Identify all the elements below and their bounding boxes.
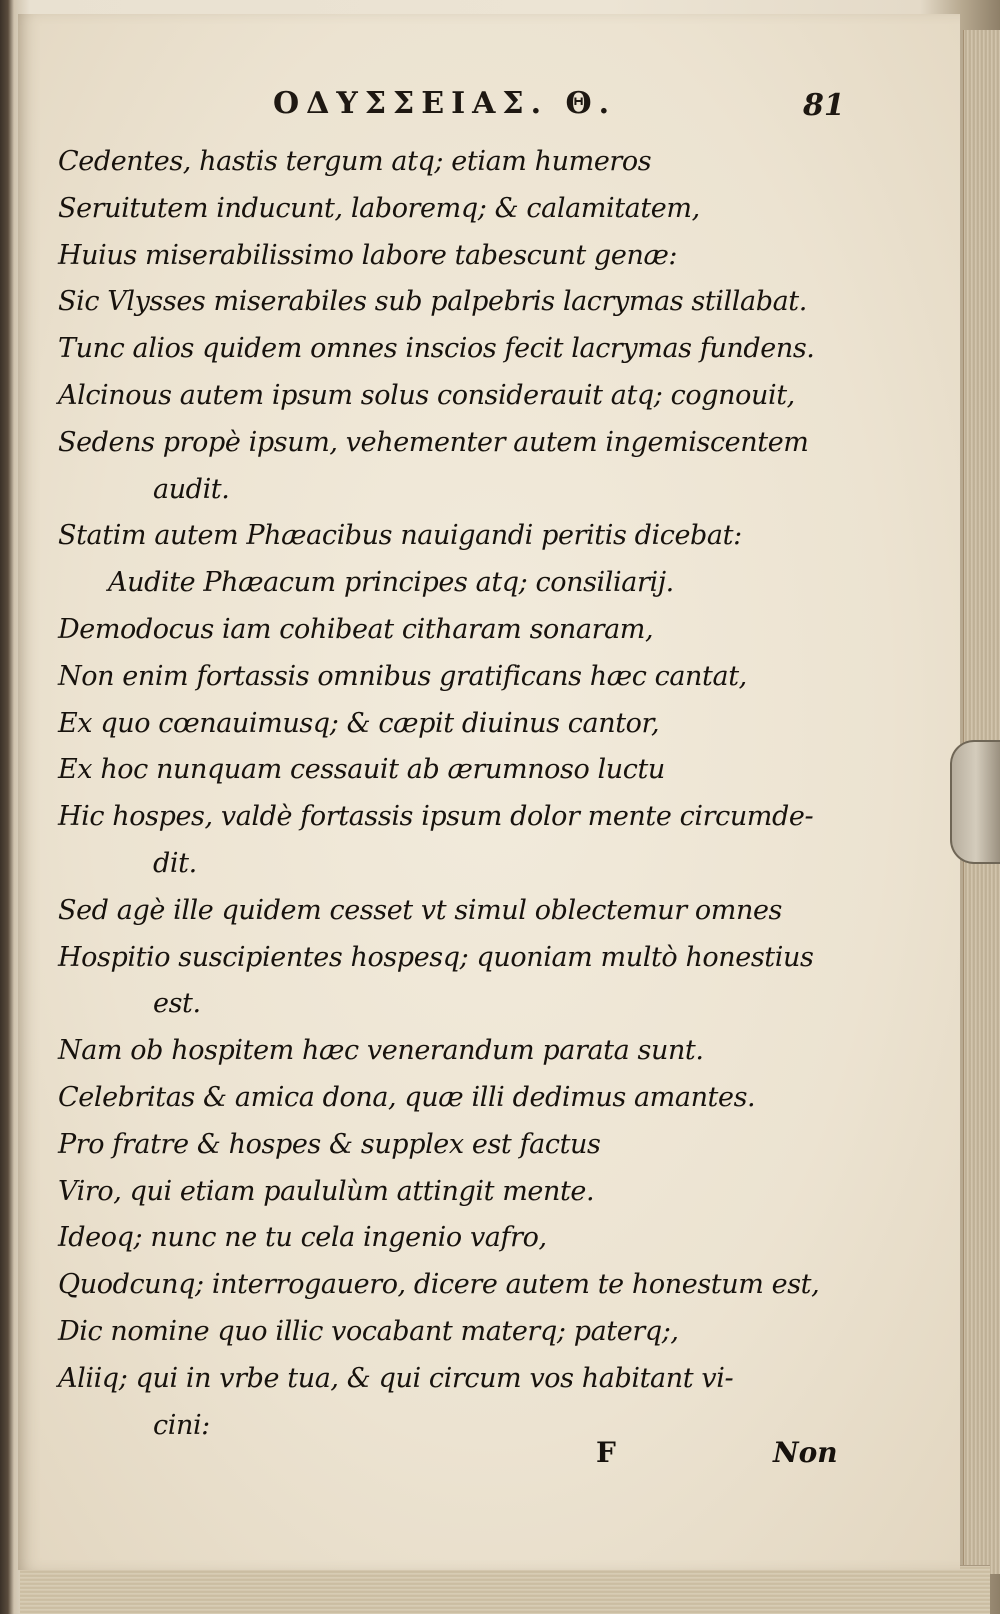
running-title: ΟΔΥΣΣΕΙΑΣ. Θ. (273, 86, 617, 121)
verse-line: Demodocus iam cohibeat citharam sonaram, (58, 614, 654, 645)
page-edges-bottom (20, 1565, 990, 1614)
verse-line: Sic Vlysses miserabiles sub palpebris lacrymas stillabat. (58, 286, 807, 318)
verse-line: Nam ob hospitem hæc venerandum parata sunt. (58, 1035, 704, 1067)
book-page (18, 14, 960, 1570)
signature-mark: F (596, 1436, 616, 1469)
verse-line: Tunc alios quidem omnes inscios fecit lacrymas fundens. (58, 333, 815, 365)
verse-line: audit. (153, 473, 230, 505)
verse-line: Sed agè ille quidem cesset vt simul oblectemur omnes (58, 894, 782, 926)
verse-line: est. (153, 988, 201, 1020)
verse-line: Seruitutem inducunt, laboremq; & calamitatem, (58, 192, 700, 224)
verse-line: Huius miserabilissimo labore tabescunt genæ: (58, 239, 678, 271)
verse-line: Aliiq; qui in vrbe tua, & qui circum vos habitant vi- (58, 1362, 734, 1394)
verse-line: Pro fratre & hospes & supplex est factus (58, 1128, 601, 1160)
verse-line: Celebritas & amica dona, quæ illi dedimus amantes. (58, 1082, 756, 1113)
verse-line: Dic nomine quo illic vocabant materq; paterq;, (58, 1316, 679, 1347)
verse-line: Statim autem Phæacibus nauigandi peritis dicebat: (58, 520, 742, 552)
verse-line: Ex quo cœnauimusq; & cæpit diuinus cantor, (58, 707, 660, 739)
book-clasp (950, 740, 1000, 864)
verse-line: Cedentes, hastis tergum atq; etiam humeros (58, 146, 652, 177)
verse-line: Alcinous autem ipsum solus considerauit atq; cognouit, (58, 380, 795, 411)
verse-line: Audite Phæacum principes atq; consiliarij. (108, 567, 674, 599)
verse-line: Ex hoc nunquam cessauit ab ærumnoso luctu (58, 754, 665, 786)
verse-line: Hic hospes, valdè fortassis ipsum dolor mente circumde- (58, 801, 814, 833)
verse-line: Viro, qui etiam paululùm attingit mente. (58, 1175, 595, 1207)
page-number: 81 (803, 88, 845, 123)
verse-line: Sedens propè ipsum, vehementer autem ingemiscentem (58, 426, 809, 458)
verse-line: Non enim fortassis omnibus gratificans hæc cantat, (58, 660, 747, 692)
verse-line: Ideoq; nunc ne tu cela ingenio vafro, (58, 1222, 547, 1254)
verse-line: Hospitio suscipientes hospesq; quoniam multò honestius (58, 941, 814, 973)
catchword: Non (773, 1436, 838, 1469)
verse-line: Quodcunq; interrogauero, dicere autem te honestum est, (58, 1269, 820, 1301)
verse-line: cini: (153, 1409, 210, 1441)
verse-line: dit. (153, 848, 197, 879)
running-header (18, 86, 960, 126)
